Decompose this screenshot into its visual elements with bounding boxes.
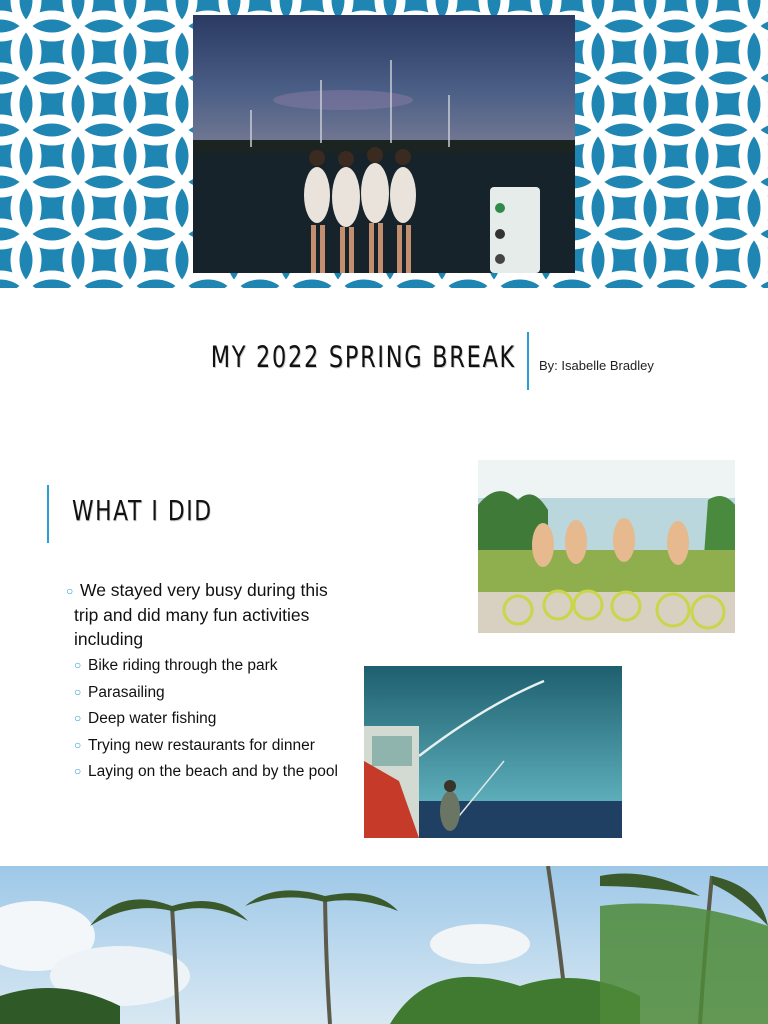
- circle-bullet-icon: ○: [74, 711, 82, 725]
- author-byline: By: Isabelle Bradley: [539, 358, 654, 373]
- circle-bullet-icon: ○: [74, 684, 82, 699]
- presentation-title: MY 2022 SPRING BREAK: [210, 340, 516, 374]
- list-item-text: Deep water fishing: [88, 710, 217, 727]
- list-item-text: Bike riding through the park: [88, 657, 278, 674]
- list-item: [74, 760, 356, 783]
- photo-palm-trees: [0, 866, 768, 1024]
- title-divider: [527, 332, 529, 390]
- circle-bullet-icon: ○: [74, 737, 82, 752]
- heading-accent-bar: [47, 485, 49, 543]
- list-item-text: Parasailing: [88, 683, 165, 701]
- title-slide-banner: [0, 0, 768, 288]
- circle-bullet-icon: ○: [66, 584, 74, 598]
- circle-bullet-icon: ○: [74, 658, 82, 672]
- list-item: [74, 707, 356, 730]
- list-item: [74, 681, 356, 704]
- bullet-main: [66, 578, 356, 651]
- activities-list: [66, 578, 356, 787]
- list-item: [74, 734, 356, 757]
- circle-bullet-icon: ○: [74, 764, 82, 778]
- photo-bike-riding: [478, 460, 735, 633]
- title-row: [0, 330, 768, 390]
- list-item-text: Laying on the beach and by the pool: [88, 763, 338, 780]
- photo-deep-water-fishing: [364, 666, 622, 838]
- photo-friends-at-harbor: [193, 15, 575, 273]
- list-item-text: Trying new restaurants for dinner: [88, 736, 315, 754]
- section-heading: WHAT I DID: [72, 494, 213, 527]
- bullet-main-text: We stayed very busy during this trip and did many fun activities including: [74, 580, 328, 649]
- list-item: [74, 654, 356, 677]
